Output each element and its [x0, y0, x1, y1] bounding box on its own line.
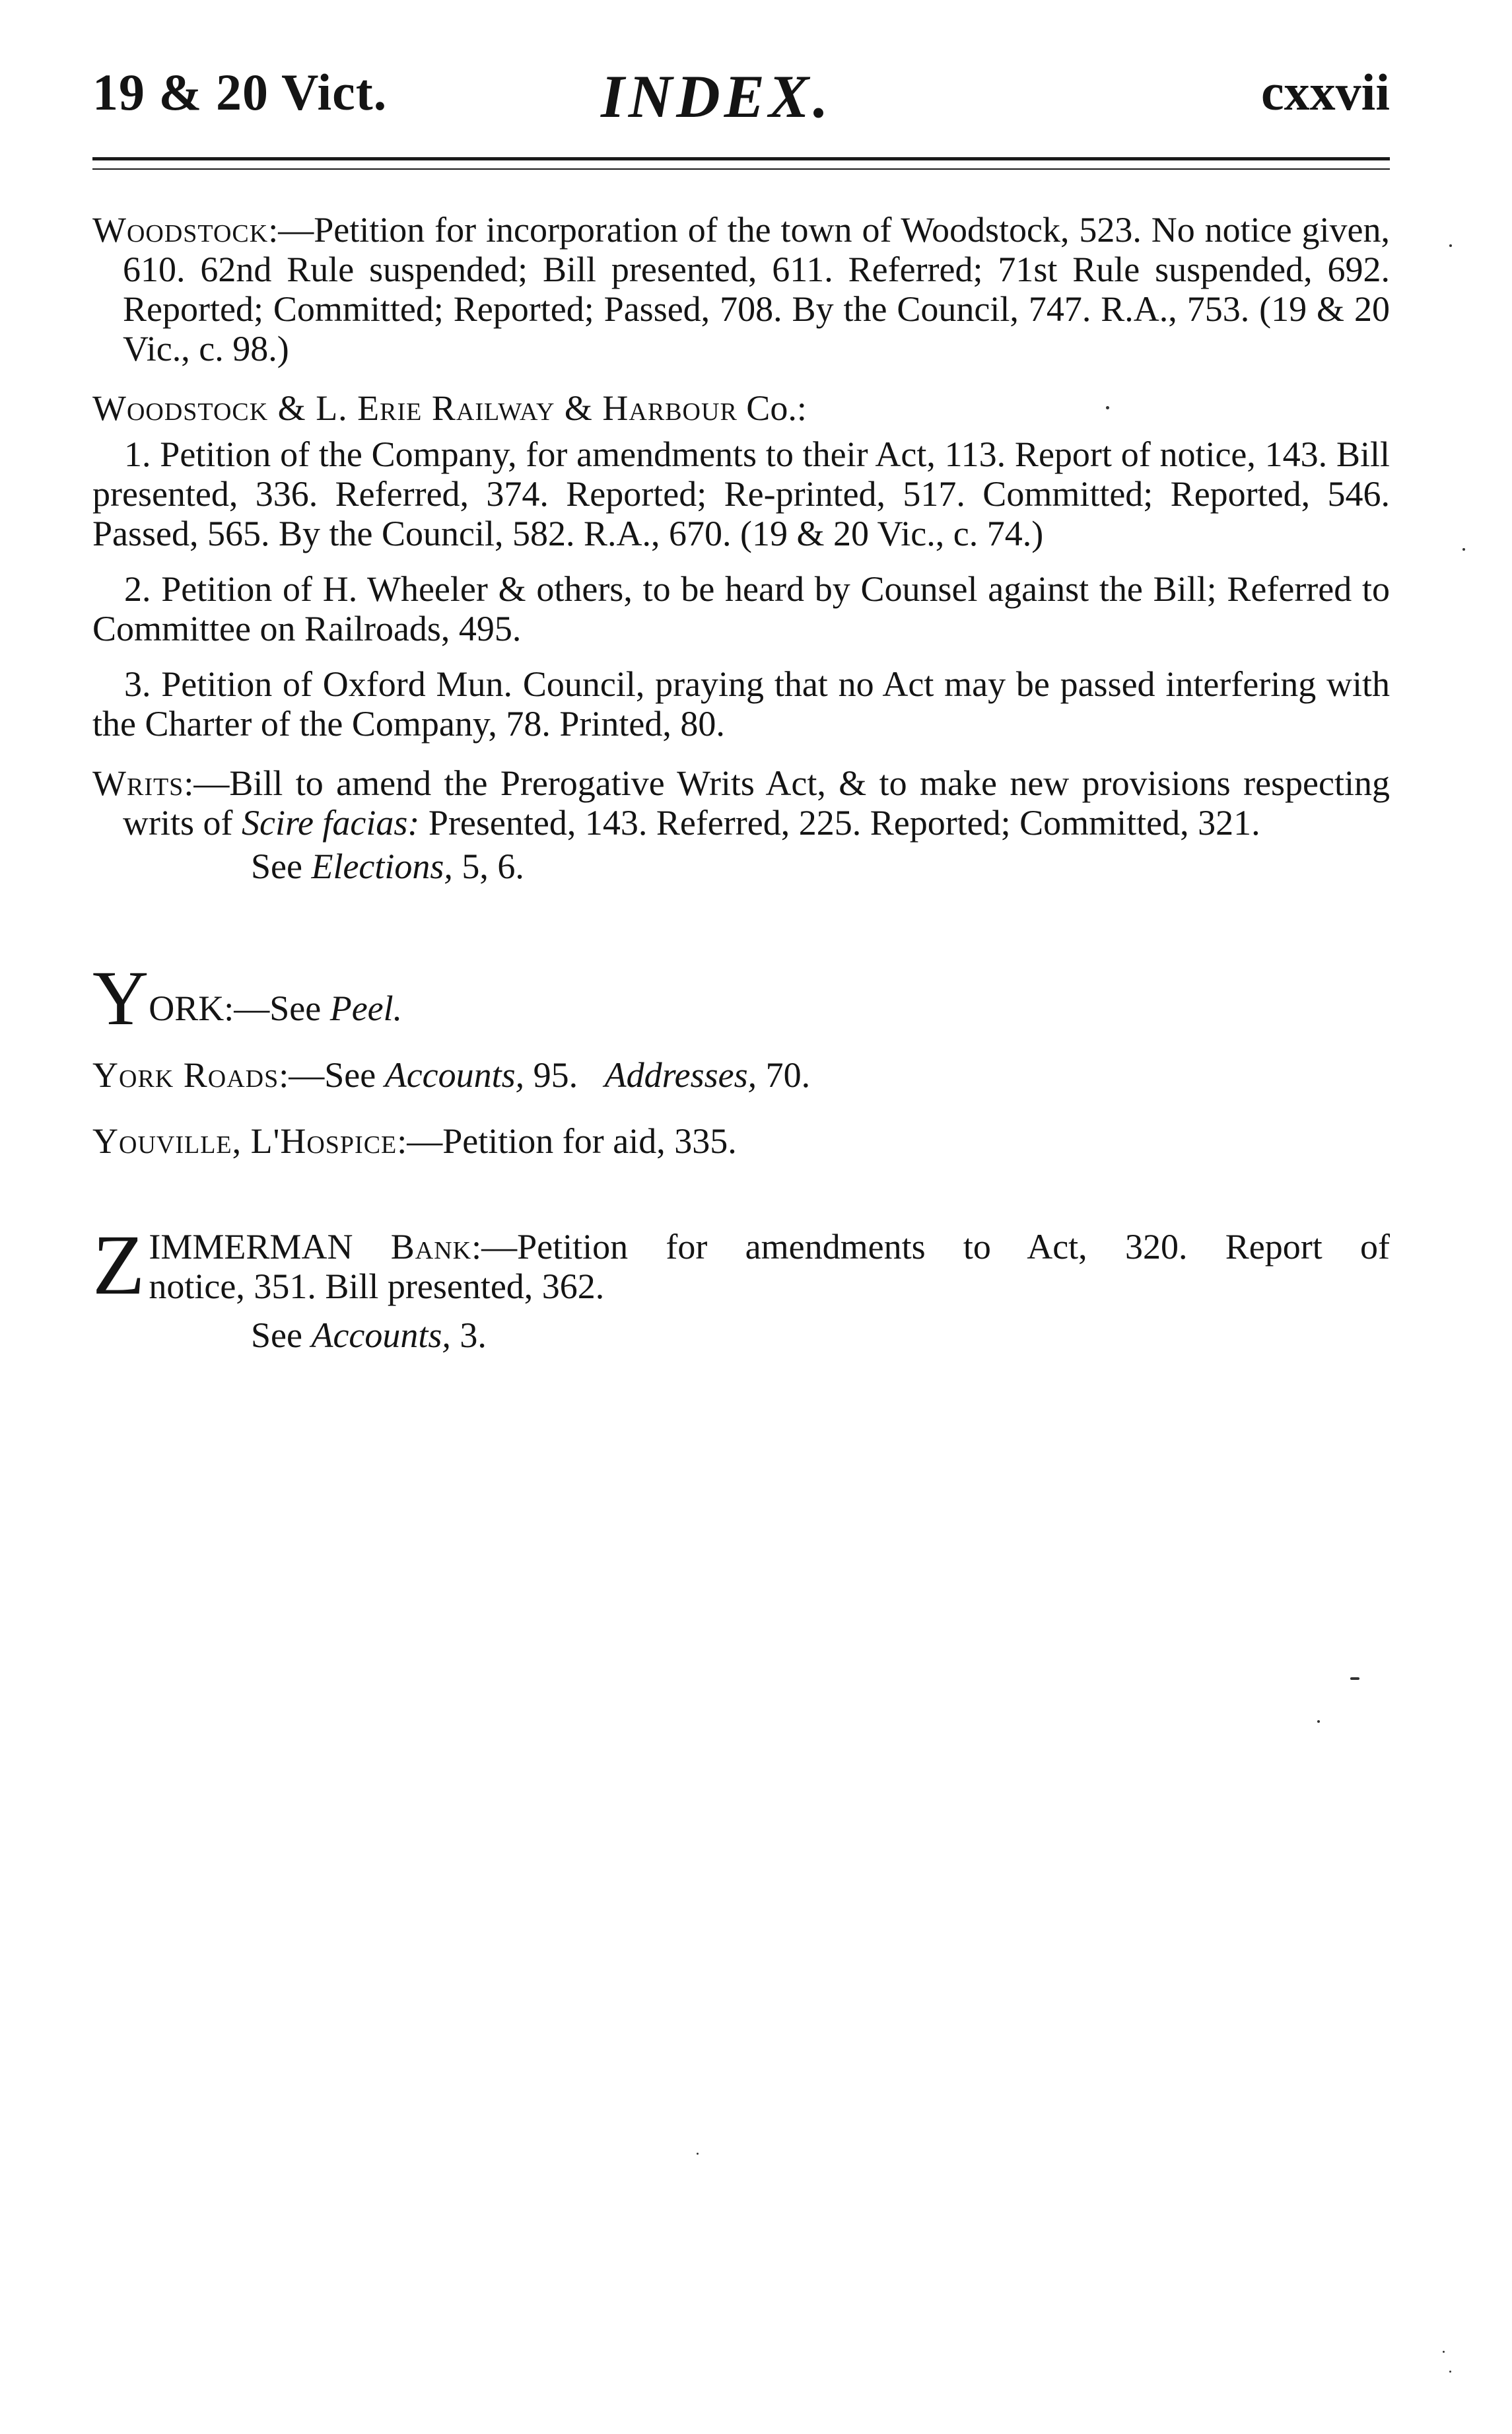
- entry-heading: Youville,: [92, 1121, 242, 1161]
- entry-heading: York Roads: [92, 1055, 279, 1095]
- entry-heading-2: Bank: [390, 1227, 472, 1267]
- drop-initial: Z: [92, 1227, 145, 1306]
- scan-speck: [1462, 548, 1465, 551]
- index-entry-youville: [92, 1121, 1390, 1161]
- entry-heading: Woodstock & L. Erie Railway & Harbour: [92, 388, 738, 428]
- sub-entries: [92, 435, 1390, 744]
- entry-heading-tail: Co.:: [746, 388, 807, 428]
- entry-heading-2: L'Hospice: [250, 1121, 397, 1161]
- scan-speck: [1350, 1677, 1359, 1680]
- see-reference: See Elections, 5, 6.: [251, 847, 524, 886]
- header-rule-thick: [92, 157, 1390, 160]
- section-gap: [92, 1181, 1390, 1227]
- entry-italic: Scire facias:: [241, 803, 420, 843]
- index-entry-writs: [92, 763, 1390, 843]
- section-gap: [92, 886, 1390, 965]
- sub-entry-1: 1. Petition of the Company, for amendments to their Act, 113. Report of notice, 143. Bill presented, 336. Referred, 374. Reported; Re-printed, 517. Committed; Reported, 546. Passed, 565. By the Council, 582. R.A., 670. (19 & 20 Vic., c. 74.): [92, 435, 1390, 553]
- drop-initial: Y: [92, 955, 149, 1041]
- index-entry-woodstock-erie: [92, 388, 1390, 428]
- running-head: [92, 63, 1390, 130]
- index-entry-york-roads: York Roads:—See Accounts, 95. Addresses, 70.: [92, 1055, 811, 1095]
- entry-heading: Woodstock: [92, 210, 269, 250]
- entry-text: :—Petition for incorporation of the town of Woodstock, 523. No notice given, 610. 62nd Rule suspended; Bill presented, 611. Referred; 71st Rule suspended, 692. Reported; Committed; Reported; Passed, 708. By the Council, 747. R.A., 753. (19 & 20 Vic., c. 98.): [123, 210, 1390, 368]
- scan-speck: [1449, 244, 1452, 247]
- sub-entry-2: 2. Petition of H. Wheeler & others, to be heard by Counsel against the Bill; Referred to Committee on Railroads, 495.: [92, 569, 1390, 648]
- see-reference: See Accounts, 3.: [251, 1315, 487, 1355]
- entry-text-line2: notice, 351. Bill presented, 362.: [149, 1267, 605, 1306]
- page: [92, 0, 1390, 2434]
- entry-lines: [92, 1227, 1390, 1306]
- scan-speck: [1449, 2371, 1451, 2373]
- page-number: cxxvii: [1261, 63, 1390, 121]
- index-entry-woodstock: [92, 210, 1390, 368]
- entry-heading: ORK: [149, 989, 224, 1028]
- entry-heading: IMMERMAN: [149, 1227, 353, 1267]
- header-rule-thin: [92, 168, 1390, 170]
- entry-text: :—See: [224, 989, 322, 1028]
- index-entry-zimmerman: [92, 1227, 1390, 1306]
- entry-heading: Writs: [92, 763, 184, 803]
- session-label: 19 & 20 Vict.: [92, 63, 388, 121]
- entry-text: :—Bill to amend the Prerogative Writs Act, & to make new provisions respecting writs of: [123, 763, 1390, 843]
- index-entries: [92, 210, 1390, 1355]
- sub-entry-3: 3. Petition of Oxford Mun. Council, praying that no Act may be passed interfering with the Charter of the Company, 78. Printed, 80.: [92, 664, 1390, 744]
- scan-speck: [1443, 2351, 1445, 2353]
- scan-speck: [1317, 1720, 1320, 1723]
- entry-text: :—Petition for amendments to Act, 320. Report of: [471, 1227, 1390, 1267]
- entry-text: :—See: [279, 1055, 376, 1095]
- index-entry-york: [92, 955, 1390, 1041]
- entry-italic: Peel.: [329, 989, 403, 1028]
- entry-text: :—Petition for aid, 335.: [397, 1121, 737, 1161]
- entry-text-after: Presented, 143. Referred, 225. Reported; Committed, 321.: [428, 803, 1260, 843]
- scan-speck: [697, 2153, 699, 2155]
- scan-speck: [1106, 406, 1109, 409]
- page-title: INDEX.: [601, 63, 833, 130]
